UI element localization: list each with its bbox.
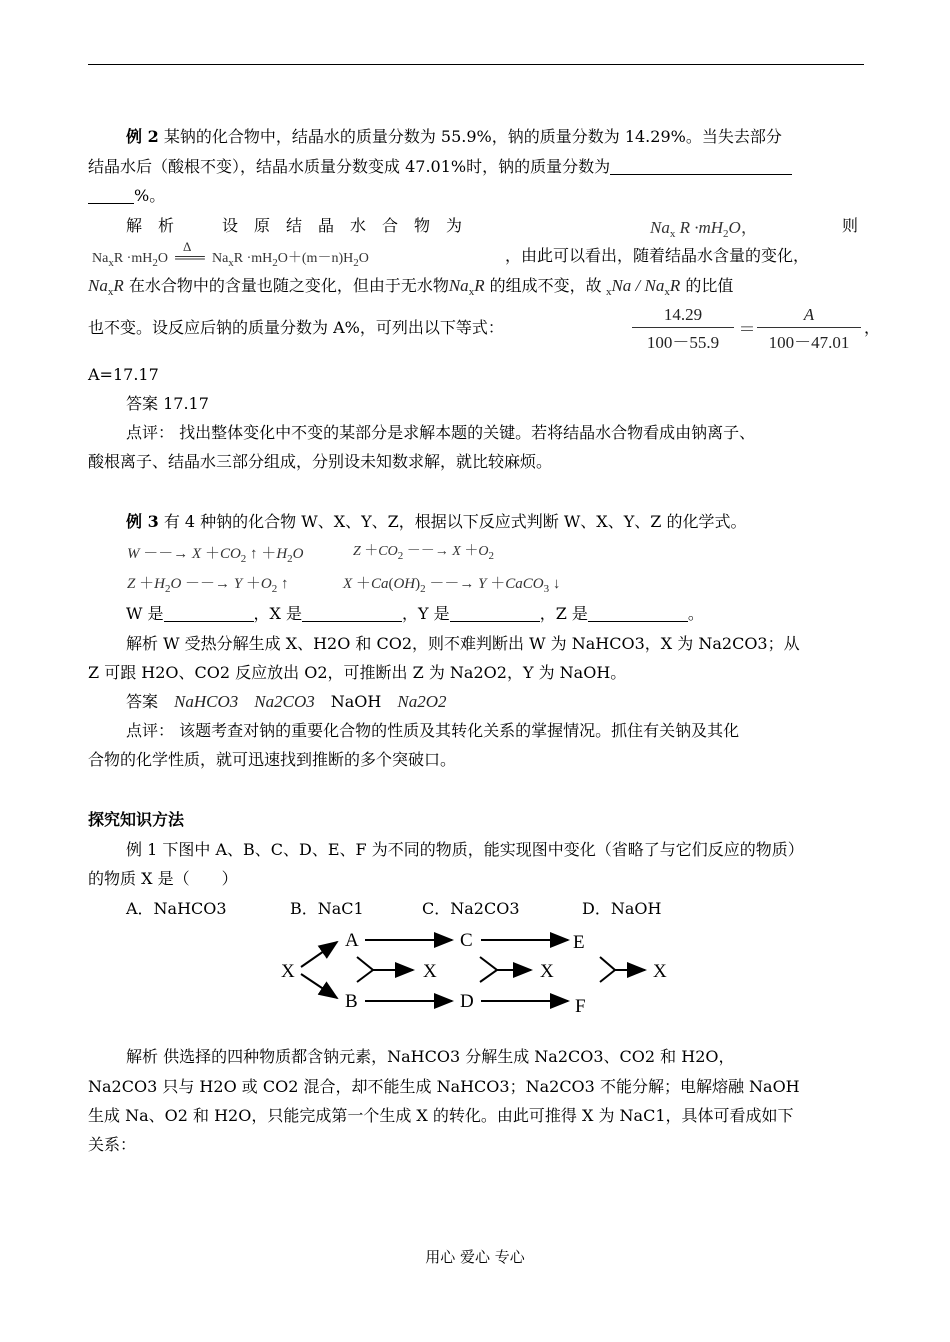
option-d[interactable]: D．NaOH [582, 899, 662, 918]
diagram-f: F [575, 996, 586, 1017]
diagram-e: E [573, 932, 585, 953]
ex3-question: 有 4 种钠的化合物 W、X、Y、Z，根据以下反应式判断 W、X、Y、Z 的化学式。 [163, 512, 747, 531]
frac2-num: A [803, 305, 815, 324]
option-b[interactable]: B．NaC1 [290, 899, 364, 918]
ex2-after-reaction: ，由此可以看出，随着结晶水含量的变化， [505, 246, 810, 265]
ex2-reaction: $Na_xR \cdot mH_2O$ Δ ═══ $Na_xR \cdot mH_2O+(m-n)H_2O$ [92, 239, 369, 269]
ex3-label: 例 3 [126, 512, 159, 531]
ex2-comment2: 酸根离子、结晶水三部分组成，分别设未知数求解，就比较麻烦。 [88, 452, 553, 471]
frac1-den: 100－55.9 [632, 327, 734, 353]
section-analysis2: Na2CO3 只与 H2O 或 CO2 混合，却不能生成 NaHCO3；Na2CO3 不能分解；电解熔融 NaOH [88, 1077, 800, 1096]
diagram-x-2: X [540, 961, 554, 982]
arrow-ab-to-x [357, 957, 413, 982]
arrow-x-to-a [301, 942, 337, 967]
arrow-x-to-b [301, 974, 337, 998]
diagram-b: B [345, 991, 358, 1012]
ex2-line-b: $Na_xR$ 在水合物中的含量也随之变化，但由于无水物$Na_xR$ 的组成不变，故 $_xNa / Na_xR$ 的比值 [88, 276, 734, 298]
section-analysis1: 解析 供选择的四种物质都含钠元素，NaHCO3 分解生成 Na2CO3、CO2 和 H2O， [126, 1047, 735, 1066]
answer-x: Na2CO3 [254, 692, 315, 711]
equals-sign: ＝ [738, 320, 756, 339]
page-footer: 用心 爱心 专心 [425, 1248, 525, 1266]
ex3-answer-label: 答案 [126, 692, 159, 711]
ex2-text2: 结晶水后（酸根不变），结晶水质量分数变成 47.01%时，钠的质量分数为 [88, 157, 611, 176]
answer-y: NaOH [330, 692, 382, 711]
blank-z-label: ，Z 是 [539, 604, 588, 623]
answer-blank-cont[interactable] [88, 187, 134, 204]
ex3-answer-line [88, 688, 864, 716]
blank-y[interactable] [450, 605, 540, 622]
blanks-end: 。 [687, 604, 704, 623]
ex2-result: A=17.17 [88, 365, 159, 384]
diagram-d: D [460, 991, 474, 1012]
ex3-analysis1: 解析 W 受热分解生成 X、H2O 和 CO2，则不难判断出 W 为 NaHCO3，X 为 Na2CO3；从 [126, 634, 800, 653]
ex2-text-b3: 的比值 [685, 276, 734, 295]
diagram-c: C [460, 930, 473, 951]
ex2-text-b1: 在水合物中的含量也随之变化，但由于无水物 [128, 276, 449, 295]
ex2-line1 [88, 123, 864, 151]
diagram-x-left: X [281, 961, 295, 982]
answer-blank[interactable] [610, 158, 792, 175]
ex2-formula: $Na_x$ $R \cdot mH_2O$， [650, 218, 758, 240]
ex3-reaction-2: $Z +CO_2$ －－→ $X +O_2$ [353, 544, 494, 562]
ex3-question-line [88, 508, 864, 536]
answer-z: Na2O2 [397, 692, 447, 711]
fraction-right [757, 305, 861, 353]
frac1-num: 14.29 [663, 305, 703, 324]
section-analysis3: 生成 Na、O2 和 H2O，只能完成第一个生成 X 的转化。由此可推得 X 为 NaC1，具体可看成如下 [88, 1106, 794, 1125]
ex2-text-b2: 的组成不变，故 [489, 276, 602, 295]
ex2-line2 [88, 153, 864, 181]
ex2-text1: 某钠的化合物中，结晶水的质量分数为 55.9%，钠的质量分数为 14.29%。当失去部分 [163, 127, 782, 146]
ex2-line-c: 也不变。设反应后钠的质量分数为 A%，可列出以下等式： [88, 318, 504, 337]
ex2-text3: %。 [134, 186, 166, 205]
option-c[interactable]: C．Na2CO3 [422, 899, 520, 918]
comma: ， [864, 318, 881, 337]
frac2-den: 100－47.01 [757, 327, 861, 353]
arrow-ef-to-x [600, 957, 645, 982]
section-analysis4: 关系： [88, 1135, 137, 1154]
header-rule [88, 64, 864, 65]
ex2-then: 则 [842, 216, 859, 235]
arrow-cd-to-x [480, 957, 531, 982]
diagram-x-1: X [423, 961, 437, 982]
ex2-label: 例 2 [126, 127, 159, 146]
reaction-diagram [275, 922, 695, 1032]
ex2-answer: 答案 17.17 [126, 394, 209, 413]
blank-w-label: W 是 [126, 604, 164, 623]
blank-x-label: ，X 是 [253, 604, 303, 623]
blank-x[interactable] [302, 605, 402, 622]
ex2-analysis-head: 解 析 设 原 结 晶 水 合 物 为 [126, 216, 463, 235]
ex3-reaction-1: W －－→ $X +CO_2$ ↑ $+H_2O$ [127, 546, 304, 565]
blank-z[interactable] [588, 605, 688, 622]
option-a[interactable]: A．NaHCO3 [126, 899, 227, 918]
ex3-reaction-3: $Z +H_2O$ －－→ $Y +O_2$ ↑ [127, 576, 289, 595]
section-title: 探究知识方法 [88, 810, 185, 829]
answer-w: NaHCO3 [174, 692, 239, 711]
fraction-left [632, 305, 734, 353]
diagram-x-3: X [653, 961, 667, 982]
blank-y-label: ，Y 是 [402, 604, 450, 623]
diagram-a: A [345, 930, 359, 951]
ex3-blanks [88, 600, 864, 628]
ex3-comment1: 点评： 该题考查对钠的重要化合物的性质及其转化关系的掌握情况。抓住有关钠及其化 [126, 721, 740, 740]
ex3-comment2: 合物的化学性质，就可迅速找到推断的多个突破口。 [88, 750, 457, 769]
ex3-reaction-4: $X +Ca(OH)_2$ －－→ Y ＋CaCO$_3$ ↓ [343, 576, 561, 595]
section-q1: 例 1 下图中 A、B、C、D、E、F 为不同的物质，能实现图中变化（省略了与它们反应的物质） [126, 840, 804, 859]
blank-w[interactable] [164, 605, 254, 622]
section-q2: 的物质 X 是（ ） [88, 869, 238, 888]
ex2-comment1: 点评： 找出整体变化中不变的某部分是求解本题的关键。若将结晶水合物看成由钠离子、 [126, 423, 756, 442]
ex2-line3 [88, 182, 864, 210]
ex3-analysis2: Z 可跟 H2O、CO2 反应放出 O2，可推断出 Z 为 Na2O2，Y 为 NaOH。 [88, 663, 627, 682]
